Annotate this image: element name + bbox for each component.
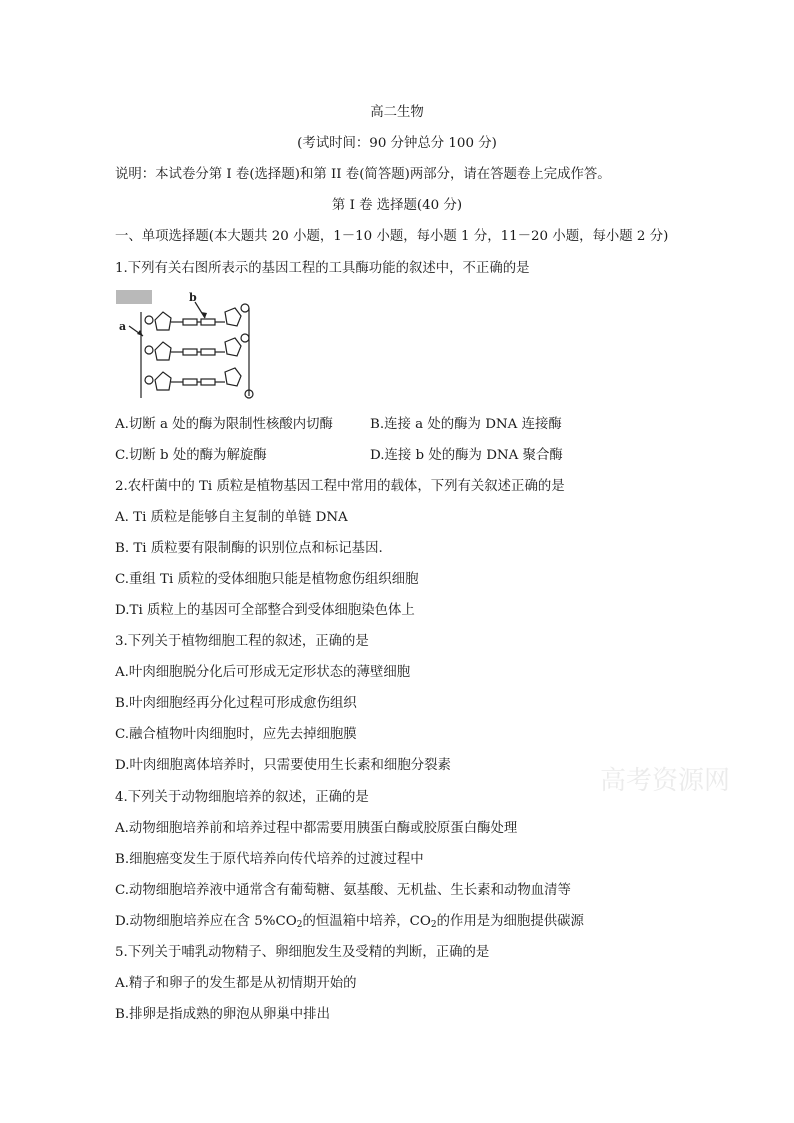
watermark: 高考资源网 (600, 766, 731, 796)
q2-option-d: D.Ti 质粒上的基因可全部整合到受体细胞染色体上 (115, 603, 415, 618)
q2-option-c: C.重组 Ti 质粒的受体细胞只能是植物愈伤组织细胞 (115, 572, 419, 587)
q1-option-a: A.切断 a 处的酶为限制性核酸内切酶 (115, 417, 333, 432)
co2-subscript-2: 2 (430, 920, 437, 930)
figure-label-a: a (119, 320, 127, 333)
q4-option-d (115, 913, 584, 931)
q1-option-b: B.连接 a 处的酶为 DNA 连接酶 (370, 417, 562, 432)
q3-stem: 3.下列关于植物细胞工程的叙述，正确的是 (115, 634, 369, 649)
exam-time-info: (考试时间：90 分钟总分 100 分) (297, 136, 497, 151)
q2-option-b: B. Ti 质粒要有限制酶的识别位点和标记基因. (115, 541, 383, 556)
q1-option-d: D.连接 b 处的酶为 DNA 聚合酶 (370, 448, 563, 463)
q1-option-c: C.切断 b 处的酶为解旋酶 (115, 448, 267, 463)
exam-title: 高二生物 (370, 105, 424, 120)
section-title: 第 I 卷 选择题(40 分) (331, 198, 463, 213)
q5-stem: 5.下列关于哺乳动物精子、卵细胞发生及受精的判断，正确的是 (115, 945, 490, 960)
dna-structure-figure (113, 290, 263, 410)
q4-stem: 4.下列关于动物细胞培养的叙述，正确的是 (115, 790, 369, 805)
co2-subscript-1: 2 (296, 920, 303, 930)
exam-note: 说明：本试卷分第 I 卷(选择题)和第 II 卷(简答题)两部分，请在答题卷上完成作答。 (115, 167, 611, 182)
q3-option-d: D.叶肉细胞离体培养时，只需要使用生长素和细胞分裂素 (115, 758, 451, 773)
q4-option-c: C.动物细胞培养液中通常含有葡萄糖、氨基酸、无机盐、生长素和动物血清等 (115, 883, 571, 898)
q2-option-a: A. Ti 质粒是能够自主复制的单链 DNA (115, 510, 348, 525)
q3-option-a: A.叶肉细胞脱分化后可形成无定形状态的薄壁细胞 (115, 665, 411, 680)
q4-option-b: B.细胞癌变发生于原代培养向传代培养的过渡过程中 (115, 852, 424, 867)
q5-option-a: A.精子和卵子的发生都是从初情期开始的 (115, 976, 357, 991)
figure-label-b: b (189, 291, 197, 304)
q1-stem: 1.下列有关右图所表示的基因工程的工具酶功能的叙述中，不正确的是 (115, 261, 530, 276)
q4-option-d-part2: 的恒温箱中培养，CO (302, 914, 431, 929)
q5-option-b: B.排卵是指成熟的卵泡从卵巢中排出 (115, 1007, 330, 1022)
q4-option-d-part3: 的作用是为细胞提供碳源 (436, 914, 584, 929)
part-title: 一、单项选择题(本大题共 20 小题，1－10 小题，每小题 1 分，11－20 小题，每小题 2 分) (115, 229, 669, 244)
q3-option-c: C.融合植物叶肉细胞时，应先去掉细胞膜 (115, 727, 357, 742)
q4-option-a: A.动物细胞培养前和培养过程中都需要用胰蛋白酶或胶原蛋白酶处理 (115, 821, 518, 836)
q2-stem: 2.农杆菌中的 Ti 质粒是植物基因工程中常用的载体，下列有关叙述正确的是 (115, 479, 565, 494)
q3-option-b: B.叶肉细胞经再分化过程可形成愈伤组织 (115, 696, 357, 711)
q4-option-d-part1: D.动物细胞培养应在含 5%CO (115, 914, 297, 929)
